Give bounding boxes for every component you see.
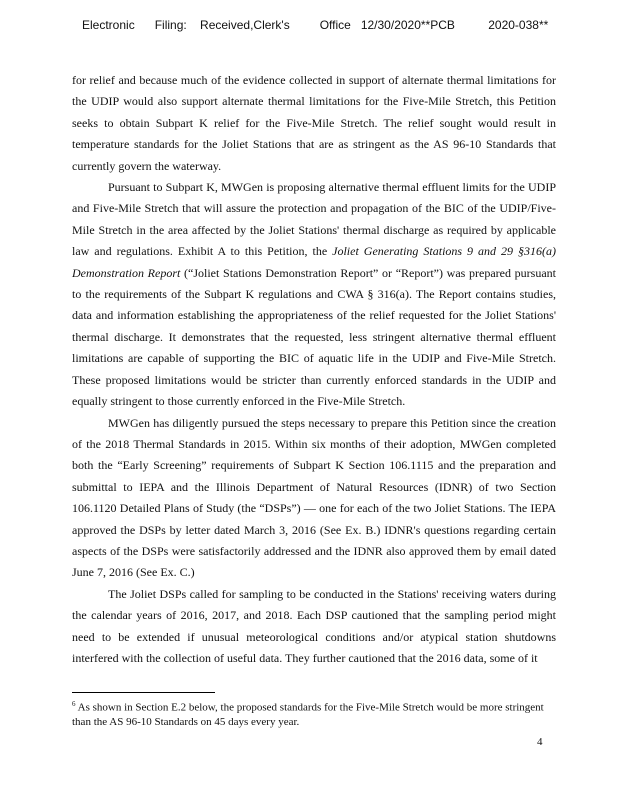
paragraph-subpart-k-text: Pursuant to Subpart K, MWGen is proposing alternative thermal effluent limits for the UDIP and Five-Mile Stretch that will assure the protection and propagation of the BIC of the UDIP/Five-Mile Stretch in the area affected by the Joliet Stations' thermal discharge as required by applicable law and regulations. Exhibit A to this Petition, the bbox=[72, 180, 556, 259]
paragraph-subpart-k-text-2: (“Joliet Stations Demonstration Report” or “Report”) was prepared pursuant to the requirements of the Subpart K regulations and CWA § 316(a). The Report contains studies, data and information establishing the appropriateness of the relief requested for the Joliet Stations' thermal discharge. It demonstrates that the requested, less stringent alternative thermal effluent limitations are capable of supporting the BIC of aquatic life in the UDIP and Five-Mile Stretch. These proposed limitations would be stricter than currently enforced standards in the UDIP and equally stringent to those currently enforced in the Five-Mile Stretch. bbox=[72, 265, 556, 409]
footnote bbox=[72, 697, 556, 729]
paragraph-subpart-k bbox=[72, 177, 556, 412]
footnote-text: As shown in Section E.2 below, the proposed standards for the Five-Mile Stretch would be more stringent than the AS 96-10 Standards on 45 days every year. bbox=[72, 701, 544, 728]
paragraph-sampling: The Joliet DSPs called for sampling to be conducted in the Stations' receiving waters during the calendar years of 2016, 2017, and 2018. Each DSP cautioned that the sampling period might need to be extended if unusual meteorological conditions and/or atypical station shutdowns interfered with the collection of useful data. They further cautioned that the 2016 data, some of it bbox=[72, 586, 556, 665]
paragraph-diligence: MWGen has diligently pursued the steps necessary to prepare this Petition since the creation of the 2018 Thermal Standards in 2015. Within six months of their adoption, MWGen completed both the “Early Screening” requirements of Subpart K Section 106.1115 and the preparation and submittal to IEPA and the Illinois Department of Natural Resources (IDNR) of two Section 106.1120 Detailed Plans of Study (the “DSPs”) — one for each of the two Joliet Stations. The IEPA approved the DSPs by letter dated March 3, 2016 (See Ex. B.) IDNR's questions regarding certain aspects of the DSPs were satisfactorily addressed and the IDNR also approved them by email dated June 7, 2016 (See Ex. C.) bbox=[72, 415, 556, 580]
filing-header: Electronic Filing: Received,Clerk's Office 12/30/2020**PCB 2020-038** bbox=[82, 18, 549, 32]
footnote-divider bbox=[72, 692, 215, 693]
paragraph-relief: for relief and because much of the evidence collected in support of alternate thermal limitations for the UDIP would also support alternate thermal limitations for the Five-Mile Stretch, this Petition seeks to obtain Subpart K relief for the Five-Mile Stretch. The relief sought would result in temperature standards for the Joliet Stations that are as stringent as the AS 96-10 Standards that currently govern the waterway. bbox=[72, 73, 556, 173]
document-body bbox=[72, 70, 556, 669]
report-title: Joliet Generating Stations 9 and 29 §316(a) Demonstration Report bbox=[72, 244, 556, 280]
page-number: 4 bbox=[537, 736, 543, 748]
footnote-marker: 6 bbox=[72, 700, 76, 708]
